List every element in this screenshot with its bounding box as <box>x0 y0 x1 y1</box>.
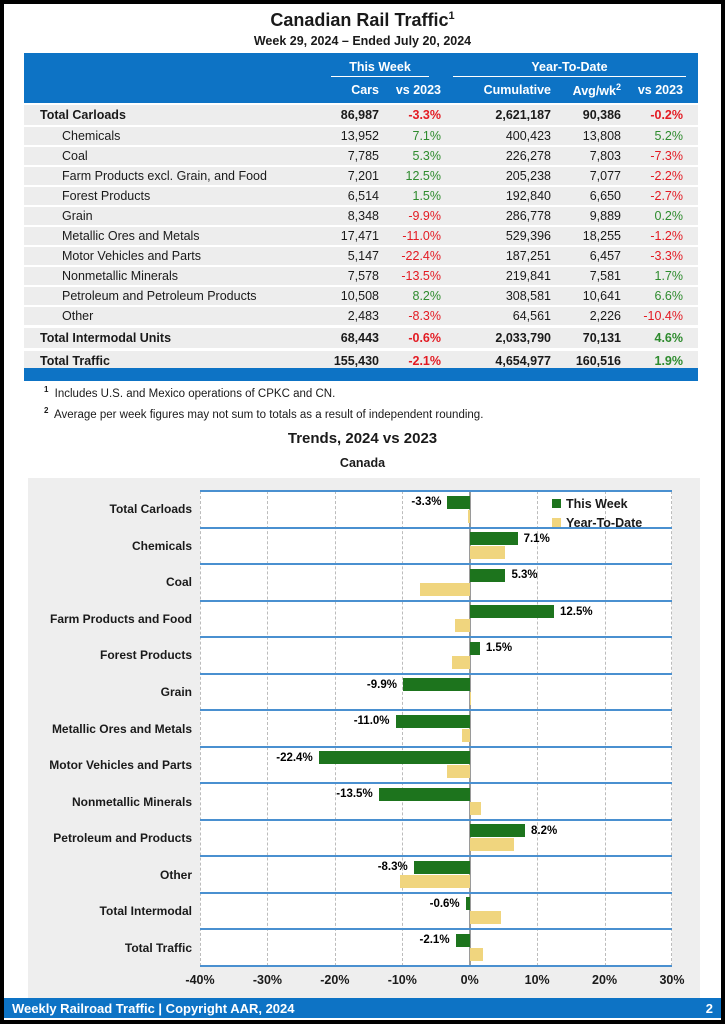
row-separator-line <box>200 965 672 967</box>
cell-ytd-vs-2023: -7.3% <box>650 149 683 163</box>
bar-value-label: 1.5% <box>485 642 513 655</box>
bar-year-to-date <box>400 875 470 888</box>
cell-cumulative: 226,278 <box>505 149 551 163</box>
cell-this-week-vs-2023: -8.3% <box>408 309 441 323</box>
cell-cars: 68,443 <box>340 331 379 345</box>
cell-ytd-vs-2023: -3.3% <box>650 249 683 263</box>
cell-ytd-vs-2023: 1.7% <box>654 269 683 283</box>
cell-cars: 7,785 <box>347 149 379 163</box>
cell-avg-wk: 160,516 <box>575 354 621 368</box>
bar-value-label: -22.4% <box>276 751 313 764</box>
cell-cars: 6,514 <box>347 189 379 203</box>
chart-subtitle: Canada <box>339 456 386 470</box>
bar-year-to-date <box>470 802 481 815</box>
table-row <box>24 328 698 348</box>
chart-title: Trends, 2024 vs 2023 <box>287 430 438 447</box>
footnote <box>44 385 483 400</box>
bar-value-label: -3.3% <box>411 496 442 508</box>
cell-cars: 8,348 <box>347 209 379 223</box>
x-axis-tick-label: -10% <box>387 973 417 987</box>
cell-this-week-vs-2023: -9.9% <box>408 209 441 223</box>
bar-value-label: 12.5% <box>560 605 593 618</box>
bar-this-week <box>396 715 470 728</box>
bar-value-label: -13.5% <box>336 788 373 801</box>
cell-avg-wk: 7,803 <box>589 149 621 163</box>
row-label: Farm Products excl. Grain, and Food <box>62 169 267 183</box>
cell-this-week-vs-2023: -13.5% <box>401 269 441 283</box>
cell-cars: 2,483 <box>347 309 379 323</box>
page-title-text: Canadian Rail Traffic <box>270 10 449 30</box>
bar-this-week <box>466 897 470 910</box>
bar-year-to-date <box>455 619 470 632</box>
cell-ytd-vs-2023: -2.2% <box>650 169 683 183</box>
chart-category-label: Petroleum and Products <box>53 831 192 846</box>
legend-swatch-year-to-date <box>552 518 561 527</box>
cell-ytd-vs-2023: 4.6% <box>654 331 683 345</box>
legend-label-this-week: This Week <box>566 496 628 511</box>
bar-this-week <box>319 751 470 764</box>
chart-category-label: Chemicals <box>131 538 192 553</box>
chart-category-label: Coal <box>165 575 192 590</box>
column-header-avg-wk-superscript: 2 <box>615 81 621 92</box>
row-separator-line <box>200 636 672 638</box>
row-separator-line <box>200 782 672 784</box>
cell-cumulative: 205,238 <box>505 169 551 183</box>
bar-year-to-date <box>468 510 469 523</box>
bar-this-week <box>470 532 518 545</box>
group-header-year-to-date-label: Year-To-Date <box>453 60 686 77</box>
chart-category-label: Forest Products <box>99 648 192 663</box>
bar-this-week <box>379 788 470 801</box>
bar-value-label: -9.9% <box>366 678 397 691</box>
cell-this-week-vs-2023: 7.1% <box>412 129 441 143</box>
x-axis-tick-label: -30% <box>252 973 283 987</box>
cell-avg-wk: 6,650 <box>589 189 621 203</box>
footnote-text: Includes U.S. and Mexico operations of CPKC and CN. <box>51 387 336 400</box>
x-axis-tick-label: -20% <box>320 973 350 987</box>
bar-value-label: -0.6% <box>429 897 460 910</box>
chart-category-label: Motor Vehicles and Parts <box>49 758 192 773</box>
table-row <box>24 287 698 305</box>
table-row <box>24 127 698 145</box>
chart-category-label: Grain <box>160 684 192 699</box>
cell-cars: 155,430 <box>333 354 379 368</box>
bar-this-week <box>470 642 480 655</box>
cell-cars: 17,471 <box>340 229 379 243</box>
chart-category-label: Total Traffic <box>124 940 192 955</box>
x-axis-tick-label: 0% <box>460 973 479 987</box>
table-row <box>24 227 698 245</box>
row-separator-line <box>200 892 672 894</box>
cell-cumulative: 2,621,187 <box>495 108 551 122</box>
row-label: Motor Vehicles and Parts <box>62 249 201 263</box>
cell-this-week-vs-2023: 5.3% <box>412 149 441 163</box>
table-row <box>24 167 698 185</box>
cell-cars: 86,987 <box>340 108 379 122</box>
table-row <box>24 147 698 165</box>
bar-year-to-date <box>452 656 470 669</box>
page-title-superscript: 1 <box>448 10 455 22</box>
bar-year-to-date <box>470 948 483 961</box>
bar-this-week <box>456 934 470 947</box>
chart-category-label: Other <box>159 867 192 882</box>
row-label: Metallic Ores and Metals <box>62 229 200 243</box>
column-header-cars: Cars <box>351 83 379 97</box>
row-label: Forest Products <box>62 189 151 203</box>
cell-cumulative: 2,033,790 <box>495 331 551 345</box>
group-header-this-week <box>319 60 441 77</box>
row-label: Total Carloads <box>40 108 126 122</box>
bar-year-to-date <box>462 729 470 742</box>
cell-avg-wk: 7,077 <box>589 169 621 183</box>
cell-avg-wk: 6,457 <box>589 249 621 263</box>
legend-label-year-to-date: Year-To-Date <box>566 515 643 530</box>
row-separator-line <box>200 855 672 857</box>
row-separator-line <box>200 709 672 711</box>
cell-cumulative: 4,654,977 <box>495 354 551 368</box>
chart-category-label: Nonmetallic Minerals <box>71 794 192 809</box>
footnote <box>44 406 483 421</box>
cell-cars: 13,952 <box>340 129 379 143</box>
cell-avg-wk: 7,581 <box>589 269 621 283</box>
footer-bar <box>4 998 721 1018</box>
footnote-superscript: 1 <box>44 385 49 394</box>
bar-this-week <box>414 861 470 874</box>
divider-band <box>24 368 698 381</box>
cell-this-week-vs-2023: -11.0% <box>402 229 441 243</box>
bar-year-to-date <box>470 838 515 851</box>
table-body <box>24 105 698 371</box>
legend-item-this-week <box>552 494 642 513</box>
table-row <box>24 187 698 205</box>
footer-text: Weekly Railroad Traffic | Copyright AAR, 2024 <box>12 1000 295 1016</box>
footnote-text: Average per week figures may not sum to totals as a result of independent rounding. <box>51 408 484 421</box>
cell-cumulative: 187,251 <box>505 249 551 263</box>
chart-category-label: Farm Products and Food <box>49 611 192 626</box>
bar-value-label: 8.2% <box>531 824 558 837</box>
column-header-avg-wk-text: Avg/wk <box>572 84 616 99</box>
row-separator-line <box>200 673 672 675</box>
table-row <box>24 267 698 285</box>
page-subtitle: Week 29, 2024 – Ended July 20, 2024 <box>253 34 472 48</box>
trends-chart <box>28 478 700 998</box>
bar-value-label: -8.3% <box>377 861 408 874</box>
legend-swatch-this-week <box>552 499 561 508</box>
column-header-cumulative: Cumulative <box>483 83 551 97</box>
table-header-group-row <box>24 53 698 77</box>
footer-page-number: 2 <box>705 1000 713 1016</box>
x-axis-tick-label: 30% <box>659 973 685 987</box>
bar-year-to-date <box>470 692 471 705</box>
row-label: Nonmetallic Minerals <box>62 269 179 283</box>
footnote-superscript: 2 <box>44 405 49 415</box>
cell-cars: 10,508 <box>340 289 379 303</box>
cell-ytd-vs-2023: -10.4% <box>643 309 683 323</box>
bar-value-label: 5.3% <box>511 569 538 582</box>
cell-this-week-vs-2023: -22.4% <box>401 249 441 263</box>
cell-avg-wk: 90,386 <box>582 108 621 122</box>
cell-cars: 7,578 <box>347 269 379 283</box>
bar-this-week <box>403 678 470 691</box>
cell-ytd-vs-2023: -2.7% <box>650 189 683 203</box>
row-separator-line <box>200 600 672 602</box>
cell-cumulative: 219,841 <box>505 269 551 283</box>
page-title <box>4 10 721 31</box>
chart-category-label: Total Intermodal <box>99 904 192 919</box>
row-label: Petroleum and Petroleum Products <box>62 289 257 303</box>
cell-ytd-vs-2023: -0.2% <box>650 108 683 122</box>
cell-cars: 7,201 <box>347 169 379 183</box>
column-header-ytd-vs-2023: vs 2023 <box>637 83 683 97</box>
cell-this-week-vs-2023: 8.2% <box>412 289 441 303</box>
legend-item-year-to-date <box>552 513 642 532</box>
cell-this-week-vs-2023: 12.5% <box>405 169 441 183</box>
x-axis-tick-label: 10% <box>524 973 550 987</box>
cell-cumulative: 400,423 <box>505 129 551 143</box>
table-row <box>24 247 698 265</box>
cell-cumulative: 192,840 <box>505 189 551 203</box>
bar-this-week <box>470 824 525 837</box>
table-row <box>24 307 698 325</box>
cell-this-week-vs-2023: -2.1% <box>408 354 441 368</box>
table-row <box>24 105 698 125</box>
cell-ytd-vs-2023: 6.6% <box>654 289 683 303</box>
footnotes <box>44 385 483 427</box>
bar-year-to-date <box>447 765 469 778</box>
cell-ytd-vs-2023: -1.2% <box>650 229 683 243</box>
column-header-this-week-vs-2023: vs 2023 <box>395 83 441 97</box>
cell-cumulative: 308,581 <box>505 289 551 303</box>
cell-avg-wk: 2,226 <box>589 309 621 323</box>
cell-this-week-vs-2023: -3.3% <box>408 108 441 122</box>
bar-year-to-date <box>470 911 501 924</box>
cell-cumulative: 529,396 <box>505 229 551 243</box>
table-header-column-row <box>24 77 698 103</box>
cell-avg-wk: 18,255 <box>582 229 621 243</box>
chart-category-label: Total Carloads <box>109 502 192 517</box>
cell-ytd-vs-2023: 1.9% <box>654 354 683 368</box>
chart-category-label: Metallic Ores and Metals <box>51 721 192 736</box>
table-row <box>24 207 698 225</box>
table-header <box>24 53 698 103</box>
group-header-this-week-label: This Week <box>331 60 429 77</box>
bar-value-label: -2.1% <box>419 934 450 947</box>
traffic-table <box>24 53 698 373</box>
chart-plot-area <box>200 491 672 966</box>
bar-this-week <box>470 569 506 582</box>
cell-avg-wk: 9,889 <box>589 209 621 223</box>
cell-avg-wk: 13,808 <box>582 129 621 143</box>
row-label: Coal <box>62 149 88 163</box>
cell-this-week-vs-2023: -0.6% <box>408 331 441 345</box>
bar-year-to-date <box>420 583 469 596</box>
cell-cumulative: 64,561 <box>512 309 551 323</box>
cell-avg-wk: 10,641 <box>582 289 621 303</box>
row-label: Other <box>62 309 94 323</box>
bar-this-week <box>470 605 554 618</box>
cell-ytd-vs-2023: 5.2% <box>654 129 683 143</box>
row-separator-line <box>200 928 672 930</box>
row-separator-line <box>200 563 672 565</box>
row-separator-line <box>200 490 672 492</box>
cell-ytd-vs-2023: 0.2% <box>654 209 683 223</box>
row-label: Grain <box>62 209 93 223</box>
column-header-avg-wk <box>551 82 621 98</box>
cell-cumulative: 286,778 <box>505 209 551 223</box>
row-label: Chemicals <box>62 129 121 143</box>
bar-year-to-date <box>470 546 505 559</box>
x-axis-tick-label: -40% <box>185 973 215 987</box>
cell-this-week-vs-2023: 1.5% <box>412 189 441 203</box>
bar-value-label: 7.1% <box>523 532 550 545</box>
cell-cars: 5,147 <box>347 249 379 263</box>
row-separator-line <box>200 819 672 821</box>
chart-legend <box>552 494 642 532</box>
row-label: Total Intermodal Units <box>40 331 172 345</box>
x-axis-tick-label: 20% <box>592 973 618 987</box>
group-header-year-to-date <box>441 60 698 77</box>
bar-value-label: -11.0% <box>353 715 390 728</box>
cell-avg-wk: 70,131 <box>582 331 621 345</box>
row-label: Total Traffic <box>40 354 110 368</box>
bar-this-week <box>447 496 469 509</box>
row-separator-line <box>200 746 672 748</box>
